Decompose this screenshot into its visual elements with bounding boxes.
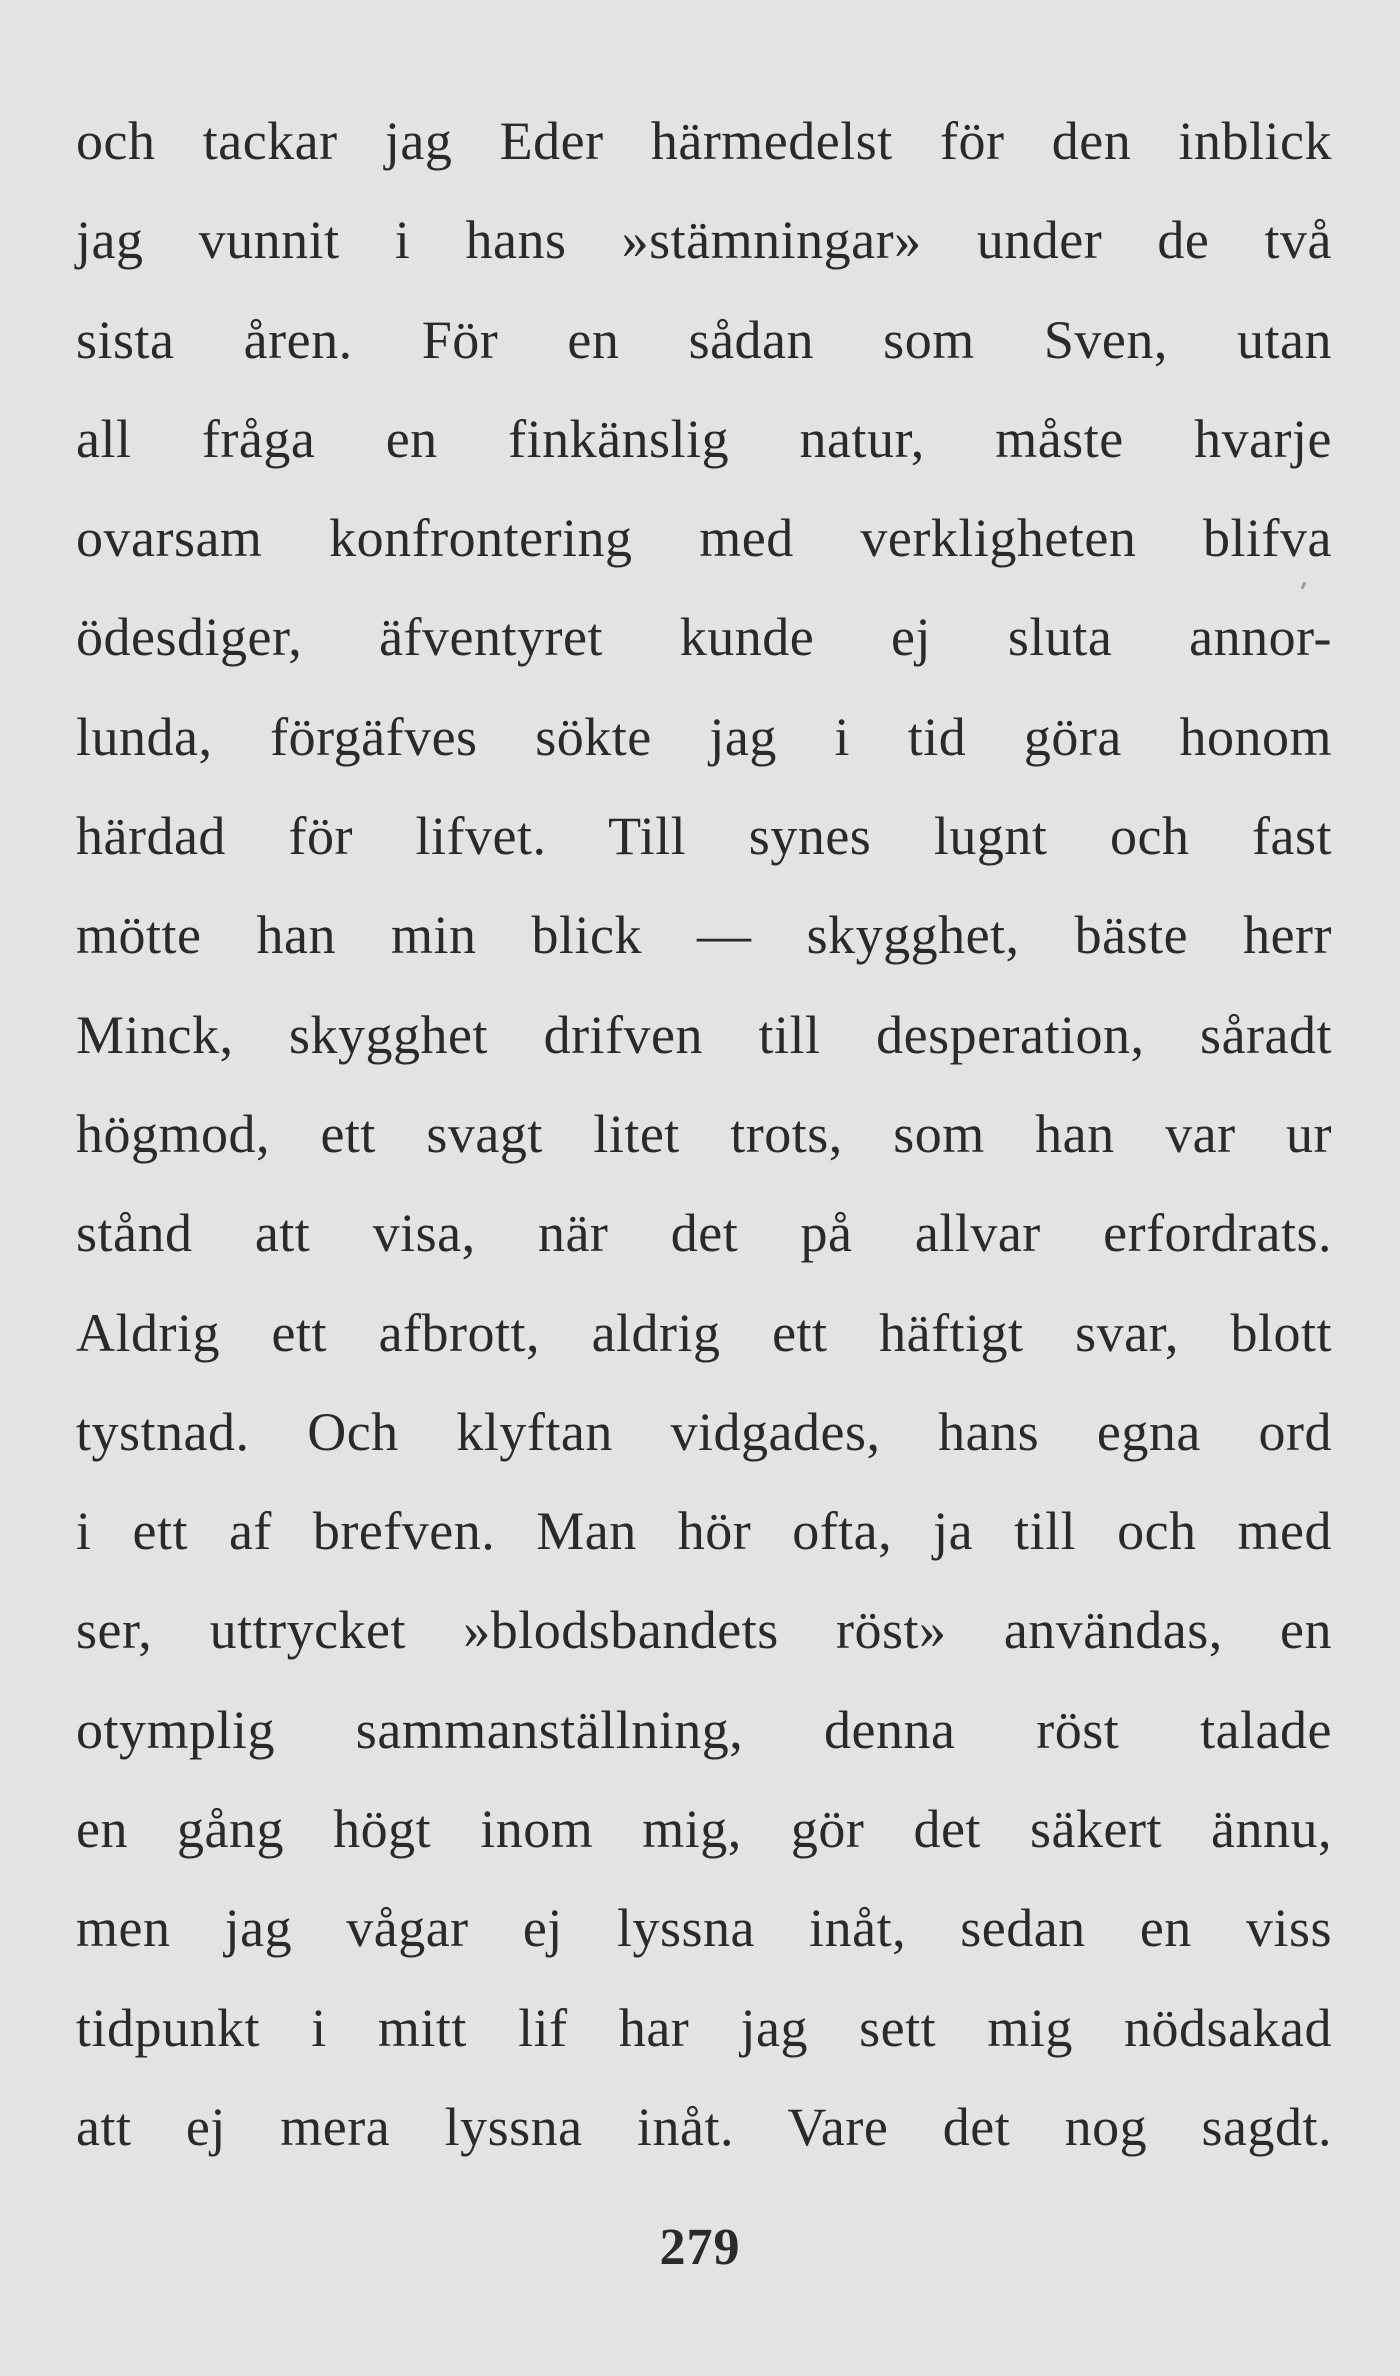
text-line: tystnad. Och klyftan vidgades, hans egna ord bbox=[76, 1401, 1332, 1462]
text-line: stånd att visa, när det på allvar erfordrats. bbox=[76, 1203, 1332, 1264]
text-line: jag vunnit i hans »stämningar» under de två bbox=[76, 210, 1332, 271]
text-line: ser, uttrycket »blodsbandets röst» användas, en bbox=[76, 1600, 1332, 1661]
text-line: härdad för lifvet. Till synes lugnt och fast bbox=[76, 806, 1332, 867]
text-line: tidpunkt i mitt lif har jag sett mig nödsakad bbox=[76, 1997, 1332, 2058]
text-line: högmod, ett svagt litet trots, som han var ur bbox=[76, 1103, 1332, 1164]
text-line: lunda, förgäfves sökte jag i tid göra honom bbox=[76, 706, 1332, 767]
text-line: all fråga en finkänslig natur, måste hvarje bbox=[76, 408, 1332, 469]
text-line: sista åren. För en sådan som Sven, utan bbox=[76, 309, 1332, 370]
text-line: men jag vågar ej lyssna inåt, sedan en viss bbox=[76, 1898, 1332, 1959]
text-line: ovarsam konfrontering med verkligheten blifva bbox=[76, 508, 1332, 569]
body-text bbox=[76, 92, 1332, 2177]
text-line: Aldrig ett afbrott, aldrig ett häftigt svar, blott bbox=[76, 1302, 1332, 1363]
text-line: och tackar jag Eder härmedelst för den inblick bbox=[76, 111, 1332, 171]
text-line: en gång högt inom mig, gör det säkert ännu, bbox=[76, 1799, 1332, 1860]
page-number: 279 bbox=[659, 2219, 741, 2276]
text-line: att ej mera lyssna inåt. Vare det nog sagdt. bbox=[76, 2096, 1332, 2157]
text-line: ödesdiger, äfventyret kunde ej sluta annor- bbox=[76, 607, 1332, 668]
text-line: mötte han min blick — skygghet, bäste herr bbox=[76, 905, 1332, 966]
text-line: otymplig sammanställning, denna röst talade bbox=[76, 1699, 1332, 1760]
text-line: i ett af brefven. Man hör ofta, ja till och med bbox=[76, 1501, 1332, 1562]
text-line: Minck, skygghet drifven till desperation, såradt bbox=[76, 1004, 1332, 1065]
